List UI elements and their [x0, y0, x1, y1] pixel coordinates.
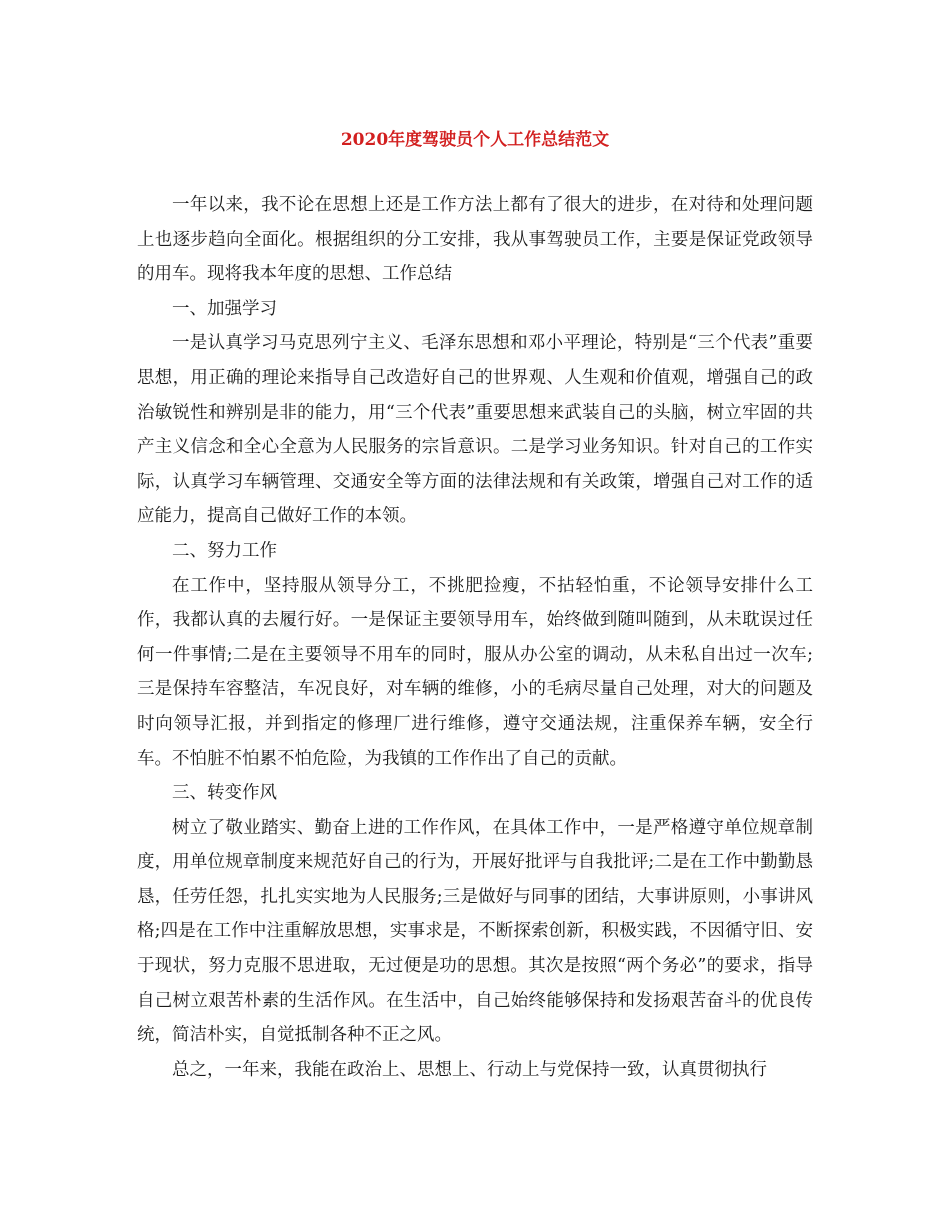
- section-heading-work: 二、努力工作: [172, 540, 277, 561]
- section-heading-style: 三、转变作风: [172, 783, 277, 804]
- section-heading-study: 一、加强学习: [172, 298, 277, 319]
- intro-paragraph: 一年以来，我不论在思想上还是工作方法上都有了很大的进步，在对待和处理问题上也逐步趋向全面化。根据组织的分工安排，我从事驾驶员工作，主要是保证党政领导的用车。现将我本年度的思想、工作总结: [137, 195, 813, 285]
- conclusion-paragraph: 总之，一年来，我能在政治上、思想上、行动上与党保持一致，认真贯彻执行: [172, 1059, 767, 1080]
- work-paragraph: 在工作中，坚持服从领导分工，不挑肥捡瘦，不拈轻怕重，不论领导安排什么工作，我都认真的去履行好。一是保证主要领导用车，始终做到随叫随到，从未耽误过任何一件事情;二是在主要领导不用车的同时，服从办公室的调动，从未私自出过一次车;三是保持车容整洁，车况良好，对车辆的维修，小的毛病尽量自己处理，对大的问题及时向领导汇报，并到指定的修理厂进行维修，遵守交通法规，注重保养车辆，安全行车。不怕脏不怕累不怕危险，为我镇的工作作出了自己的贡献。: [137, 575, 813, 769]
- study-paragraph: 一是认真学习马克思列宁主义、毛泽东思想和邓小平理论，特别是“三个代表”重要思想，用正确的理论来指导自己改造好自己的世界观、人生观和价值观，增强自己的政治敏锐性和辨别是非的能力，用“三个代表”重要思想来武装自己的头脑，树立牢固的共产主义信念和全心全意为人民服务的宗旨意识。二是学习业务知识。针对自己的工作实际，认真学习车辆管理、交通安全等方面的法律法规和有关政策，增强自己对工作的适应能力，提高自己做好工作的本领。: [137, 333, 813, 527]
- document-title: 2020年度驾驶员个人工作总结范文: [340, 130, 610, 150]
- style-paragraph: 树立了敬业踏实、勤奋上进的工作作风，在具体工作中，一是严格遵守单位规章制度，用单位规章制度来规范好自己的行为，开展好批评与自我批评;二是在工作中勤勤恳恳，任劳任怨，扎扎实实地为人民服务;三是做好与同事的团结，大事讲原则，小事讲风格;四是在工作中注重解放思想，实事求是，不断探索创新，积极实践，不因循守旧、安于现状，努力克服不思进取，无过便是功的思想。其次是按照“两个务必”的要求，指导自己树立艰苦朴素的生活作风。在生活中，自己始终能够保持和发扬艰苦奋斗的优良传统，简洁朴实，自觉抵制各种不正之风。: [137, 817, 813, 1046]
- document-body: [137, 188, 813, 1087]
